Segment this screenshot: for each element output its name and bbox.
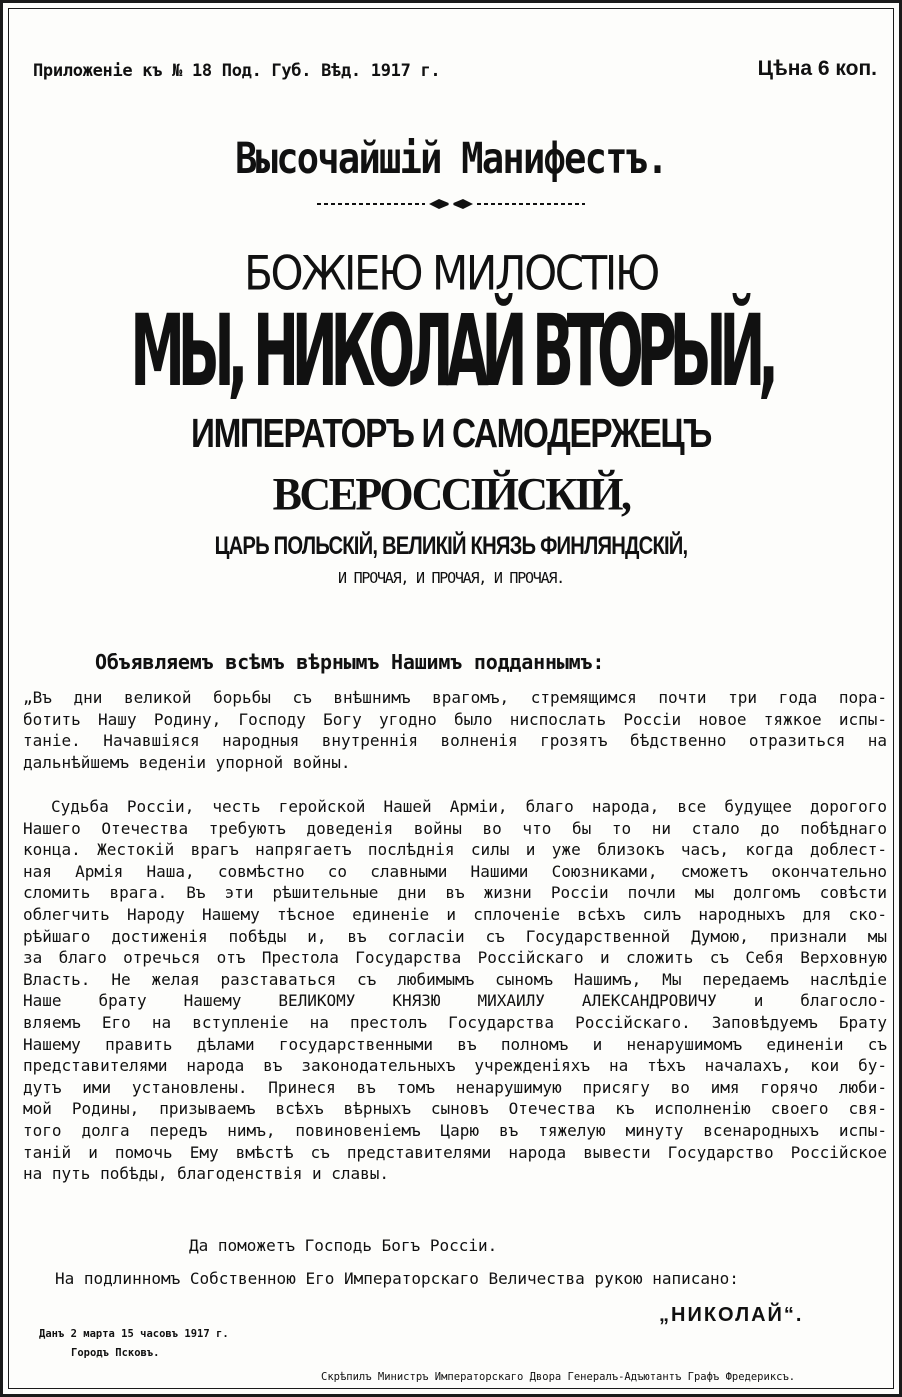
text-line: представителями народа въ законодательныхъ учрежденіяхъ на тѣхъ началахъ, кои бу- [23, 1056, 887, 1076]
text-line: конца. Жестокій врагъ напрягаетъ послѣднія силы и уже близокъ часъ, когда доблест- [23, 840, 887, 860]
text-line: на путь побѣды, благоденствія и славы. [23, 1164, 390, 1184]
text-line: дальнѣйшемъ веденіи упорной войны. [23, 752, 351, 772]
text-line: облегчить Народу Нашему тѣсное единеніе и сплоченіе всѣхъ силъ народныхъ для ско- [23, 904, 887, 924]
text-line: рѣйшаго достиженія побѣды и, въ согласіи съ Государственной Думою, признали мы [23, 926, 887, 946]
text-line: Судьба Россіи, честь геройской Нашей Арміи, благо народа, все будущее дорогого [51, 797, 887, 816]
paragraph-1 [23, 687, 887, 773]
text-line: Наше брату Нашему ВЕЛИКОМУ КНЯЗЮ МИХАИЛУ АЛЕКСАНДРОВИЧУ и благосло- [23, 991, 887, 1011]
text-line: „Въ дни великой борьбы съ внѣшнимъ врагомъ, стремящимся почти три года пора- [23, 688, 887, 707]
etc-line: И ПРОЧАЯ, И ПРОЧАЯ, И ПРОЧАЯ. [338, 569, 564, 587]
text-line: таніе. Начавшіяся народныя внутреннія волненія грозятъ бѣдственно отразиться на [23, 731, 887, 751]
by-grace-heading: БОЖІЕЮ МИЛОСТІЮ [244, 246, 658, 301]
ornament-divider [3, 196, 899, 215]
text-line: Нашего Отечества требуютъ доведенія войны во что бы то ни стало до побѣднаго [23, 818, 887, 838]
nicholas-heading: МЫ, НИКОЛАЙ ВТОРЫЙ, [130, 295, 772, 410]
text-line: мой Родины, призываемъ всѣхъ вѣрныхъ сыновъ Отечества къ исполненію своего свя- [23, 1099, 887, 1119]
price-label: Цѣна 6 коп. [757, 57, 877, 80]
emperor-heading: ИМПЕРАТОРЪ И САМОДЕРЖЕЦЪ [191, 410, 711, 456]
text-line: за благо отречься отъ Престола Государства Россійскаго и сложить съ Себя Верховную [23, 948, 887, 968]
supplement-header: Приложеніе къ № 18 Под. Губ. Вѣд. 1917 г. [33, 61, 441, 81]
text-line: ная Армія Наша, совмѣстно со славными Нашими Союзниками, сможетъ окончательно [23, 861, 887, 881]
paragraph-2 [23, 796, 887, 1185]
manifesto-title: Высочайшій Манифестъ. [235, 133, 667, 184]
closing-prayer: Да поможетъ Господь Богъ Россіи. [189, 1236, 498, 1255]
date-line: Данъ 2 марта 15 часовъ 1917 г. [39, 1328, 229, 1340]
tsar-titles: ЦАРЬ ПОЛЬСКІЙ, ВЕЛИКІЙ КНЯЗЬ ФИНЛЯНДСКІЙ, [214, 531, 688, 560]
text-line: того долга передъ нимъ, повиновеніемъ Царю въ тяжелую минуту всенародныхъ испы- [23, 1120, 887, 1140]
text-line: Нашему править дѣлами государственными въ полномъ и ненарушимомъ единеніи съ [23, 1034, 887, 1054]
countersign-line: Скрѣпилъ Министръ Императорскаго Двора Генералъ-Адъютантъ Графъ Фредериксъ. [321, 1371, 796, 1383]
city-line: Городъ Псковъ. [71, 1347, 160, 1359]
ornament-rule-icon [315, 197, 587, 211]
all-russian-heading: ВСЕРОССІЙСКІЙ, [272, 468, 630, 521]
signature: „НИКОЛАЙ“. [659, 1304, 804, 1326]
text-line: таній и помочь Ему вмѣстѣ съ представителями народа вывести Государство Россійское [23, 1142, 887, 1162]
text-line: вляемъ Его на вступленіе на престолъ Государства Россійскаго. Заповѣдуемъ Брату [23, 1012, 887, 1032]
text-line: ботить Нашу Родину, Господу Богу угодно было ниспослать Россіи новое тяжкое испы- [23, 709, 887, 729]
text-line: дутъ ими установлены. Принеся въ томъ ненарушимую присягу во имя горячо люби- [23, 1077, 887, 1097]
announcement: Объявляемъ всѣмъ вѣрнымъ Нашимъ подданнымъ: [95, 650, 605, 674]
text-line: Власть. Не желая разставаться съ любимымъ сыномъ Нашимъ, Мы передаемъ наслѣдіе [23, 969, 887, 989]
original-note: На подлинномъ Собственною Его Императорскаго Величества рукою написано: [55, 1269, 739, 1288]
text-line: сломить врага. Въ эти рѣшительные дни въ жизни Россіи почли мы долгомъ совѣсти [23, 883, 887, 903]
